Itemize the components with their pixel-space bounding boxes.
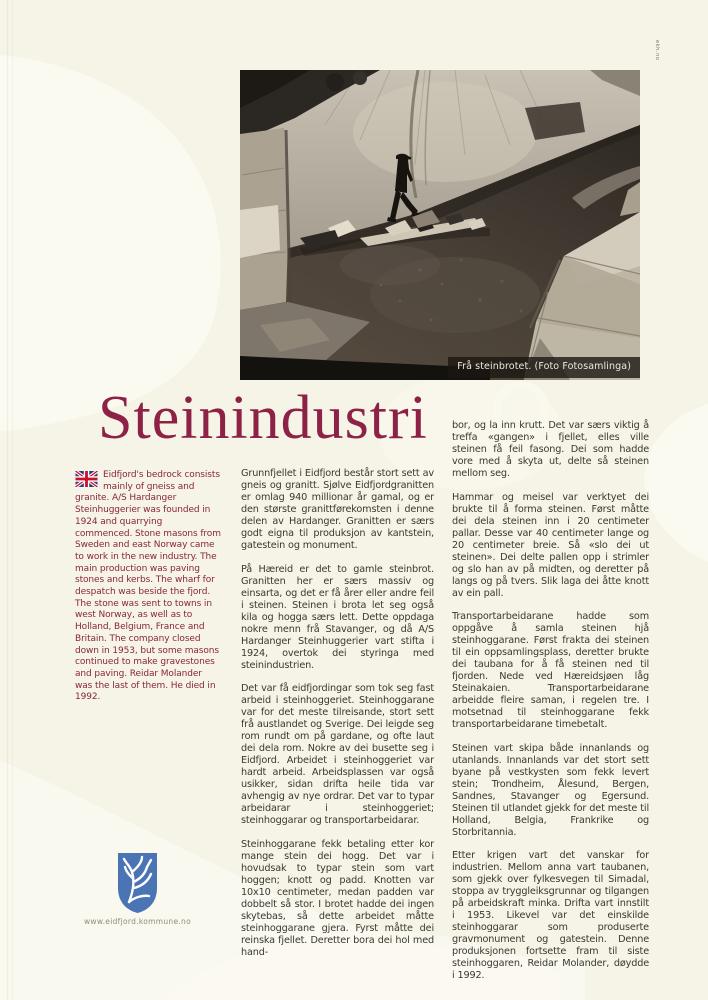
uk-flag-icon <box>75 471 98 487</box>
intro-english <box>75 470 221 704</box>
quarry-photo <box>240 70 640 380</box>
paragraph: Etter krigen vart det vanskar for industrien. Mellom anna vart taubanen, som gjekk over fylkesvegen til Simadal, stoppa av tryggleiksgrunnar og tilgangen på arbeidskraft minka. Drifta vart innstilt i 1953. Likevel var det einskilde steinhoggarar som produserte gravmonument og gatestein. Denne produksjonen fortsette fram til siste steinhoggaren, Reidar Molander, døydde i 1992. <box>452 850 649 981</box>
paragraph: Transportarbeidarane hadde som oppgåve å samla steinen hjå steinhoggarane. Først frakta dei steinen til ein oppsamlingsplass, deretter brukte dei taubana for å få steinen ned til fjorden. Nede ved Hæreidsjøen låg Steinakaien. Transportarbeidarane arbeidde fleire saman, i regelen tre. I motsetnad til steinhoggarane fekk transportarbeidarane timebetalt. <box>452 611 649 730</box>
photo-caption: Frå steinbrotet. (Foto Fotosamlinga) <box>448 357 640 378</box>
paragraph: Steinen vart skipa både innanlands og utanlands. Innanlands var det stort sett byane på vestkysten som fekk levert stein; Trondheim, Ålesund, Bergen, Sandnes, Stavanger og Egersund. Steinen til utlandet gjekk for det meste til Holland, Belgia, Frankrike og Storbritannia. <box>452 742 649 838</box>
website-url: www.eidfjord.kommune.no <box>84 917 191 926</box>
paragraph: bor, og la inn krutt. Det var særs viktig å treffa «gangen» i fjellet, elles ville steinen få feil fasong. Dei som hadde vore med å skyta ut, delte så steinen mellom seg. <box>452 420 649 479</box>
credit-vertical: ekh.no <box>654 40 660 61</box>
quarry-photo-illustration <box>240 70 640 380</box>
paragraph: Grunnfjellet i Eidfjord består stort sett av gneis og granitt. Sjølve Eidfjordgranitten er omlag 940 millionar år gamal, og er den største granittførekomsten i denne delen av Hardanger. Granitten er særs godt eigna til produksjon av kantstein, gatestein og monument. <box>241 468 434 551</box>
paragraph: Steinhoggarane fekk betaling etter kor mange stein dei hogg. Det var i hovudsak to typar stein som vart hoggen; knott og padd. Knotten var 10x10 centimeter, medan padden var dobbelt så stor. I brotet hadde dei ingen skytebas, så dette arbeidet måtte steinhoggarane gjera. Fyrst måtte dei reinska fjellet. Deretter bora dei hol med hand- <box>241 838 434 958</box>
left-fold-line-2 <box>12 0 13 1000</box>
paragraph: Det var få eidfjordingar som tok seg fast arbeid i steinhoggeriet. Steinhoggarane var for det meste tilreisande, stort sett frå austlandet og Sverige. Dei leigde seg rom rundt om på gardane, og ofte laut dei dela rom. Nokre av dei busette seg i Eidfjord. Arbeidet i steinhoggeriet var hardt arbeid. Arbeidsplassen var også usikker, sidan drifta heile tida var avhengig av nye ordrar. Det var to typar arbeidarar i steinhoggeriet; steinhoggarar og transportarbeidarar. <box>241 683 434 826</box>
column-norwegian-2 <box>452 420 649 994</box>
municipality-coat-of-arms-icon <box>117 852 158 914</box>
intro-english-text: Eidfjord's bedrock consists mainly of gneiss and granite. A/S Hardanger Steinhuggerier was founded in 1924 and quarrying commenced. Stone masons from Sweden and east Norway came to work in the new industry. The main production was paving stones and kerbs. The wharf for despatch was beside the fjord. The stone was sent to towns in west Norway, as well as to Holland, Belgium, France and Britain. The company closed down in 1953, but some masons continued to make gravestones and paving. Reidar Molander was the last of them. He died in 1992. <box>75 470 221 703</box>
left-fold-line <box>7 0 8 1000</box>
paragraph: Hammar og meisel var verktyet dei brukte til å forma steinen. Først måtte dei dela steinen inn i 20 centimeter pallar. Desse var 40 centimeter lange og 20 centimeter breie. Så «slo dei ut steinen». Dei delte pallen opp i strimler og slo han av på midten, og deretter på langs og på tvers. Slik laga dei åtte knott av ein pall. <box>452 491 649 599</box>
page-title: Steinindustri <box>98 384 428 452</box>
paragraph: På Hæreid er det to gamle steinbrot. Granitten her er særs massiv og einsarta, og det er få årer eller andre feil i steinen. Steinen i brota let seg også kila og hogga særs lett. Dette oppdaga nokre menn frå Stavanger, og då A/S Hardanger Steinhuggerier vart stifta i 1924, overtok dei styringa med steinindustrien. <box>241 563 434 671</box>
column-norwegian-1 <box>241 468 434 970</box>
